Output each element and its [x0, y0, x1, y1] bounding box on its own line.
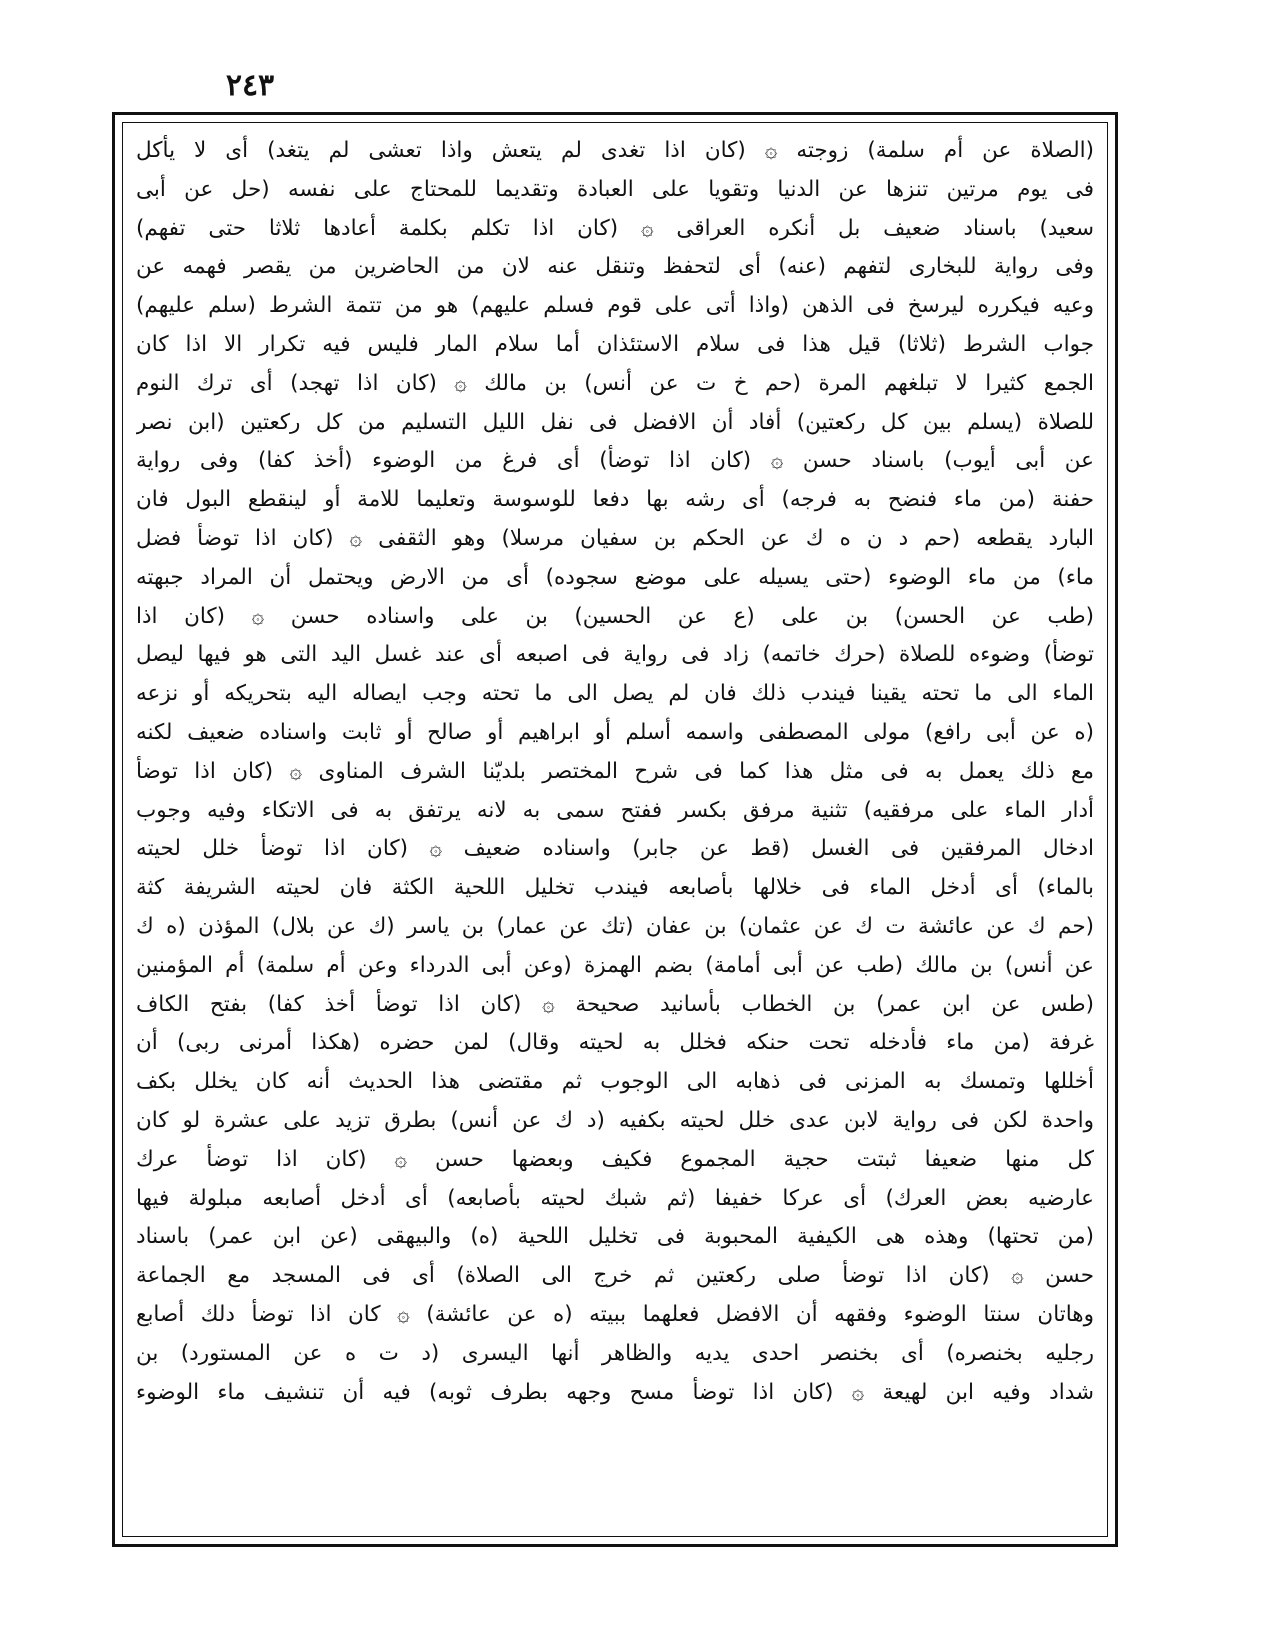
text-line: جواب الشرط (ثلاثا) قيل هذا فى سلام الاستئذان أما سلام المار فليس فيه تكرار الا اذا كان	[136, 331, 1094, 357]
text-line: غرفة (من ماء فأدخله تحت حنكه فخلل به لحيته وقال) لمن حضره (هكذا أمرنى ربى) أن	[136, 1030, 1094, 1056]
text-line: وفى رواية للبخارى لتفهم (عنه) أى لتحفظ وتنقل عنه لان من الحاضرين من يقصر فهمه عن	[136, 254, 1094, 280]
text-line: ماء) من ماء الوضوء (حتى يسيله على موضع سجوده) أى من الارض ويحتمل أن المراد جبهته	[136, 564, 1094, 590]
text-line: عن أنس) بن مالك (طب عن أبى أمامة) بضم الهمزة (وعن أبى الدرداء وعن أم سلمة) أم المؤمنين	[136, 952, 1094, 978]
text-line: (حم ك عن عائشة ت ك عن عثمان) بن عفان (تك عن عمار) بن ياسر (ك عن بلال) المؤذن (ه ك	[136, 913, 1094, 939]
text-line: حفنة (من ماء فنضح به فرجه) أى رشه بها دفعا للوسوسة وتعليما للامة أو لينقطع البول فان	[136, 487, 1094, 513]
text-line: توضأ) وضوءه للصلاة (حرك خاتمه) زاد فى رواية فى اصبعه أى عند غسل اليد التى هو فيها ليصل	[136, 642, 1094, 668]
text-block	[136, 132, 1094, 1527]
text-line: للصلاة (يسلم بين كل ركعتين) أفاد أن الافضل فى نفل الليل التسليم من كل ركعتين (ابن نصر	[136, 409, 1094, 435]
page-number: ٢٤٣	[225, 68, 275, 103]
text-line: واحدة لكن فى رواية لابن عدى خلل لحيته بكفيه (د ك عن أنس) بطرق تزيد على عشرة لو كان	[136, 1107, 1094, 1133]
text-line: كل منها ضعيفا ثبتت حجية المجموع فكيف وبعضها حسن ۞ (كان اذا توضأ عرك	[136, 1146, 1094, 1172]
text-line: (طب عن الحسن) بن على (ع عن الحسين) بن على واسناده حسن ۞ (كان اذا	[136, 603, 1094, 629]
text-line: حسن ۞ (كان اذا توضأ صلى ركعتين ثم خرج الى الصلاة) أى فى المسجد مع الجماعة	[136, 1263, 1094, 1289]
text-line: مع ذلك يعمل به فى مثل هذا كما فى شرح المختصر بلديّنا الشرف المناوى ۞ (كان اذا توضأ	[136, 758, 1094, 784]
text-line: بالماء) أى أدخل الماء فى خلالها بأصابعه فيندب تخليل اللحية الكثة فان لحيته الشريفة كثة	[136, 875, 1094, 901]
text-line: الماء الى ما تحته يقينا فيندب ذلك فان لم يصل الى ما تحته وجب ايصاله اليه بتحريكه أو نزعه	[136, 681, 1094, 707]
text-line: وعيه فيكرره ليرسخ فى الذهن (واذا أتى على قوم فسلم عليهم) هو من تتمة الشرط (سلم عليهم)	[136, 293, 1094, 319]
text-line: أخللها وتمسك به المزنى فى ذهابه الى الوجوب ثم مقتضى هذا الحديث أنه كان يخلل بكف	[136, 1069, 1094, 1095]
text-line: عن أبى أيوب) باسناد حسن ۞ (كان اذا توضأ) أى فرغ من الوضوء (أخذ كفا) وفى رواية	[136, 448, 1094, 474]
text-line: سعيد) باسناد ضعيف بل أنكره العراقى ۞ (كان اذا تكلم بكلمة أعادها ثلاثا حتى تفهم)	[136, 215, 1094, 241]
text-line: شداد وفيه ابن لهيعة ۞ (كان اذا توضأ مسح وجهه بطرف ثوبه) فيه أن تنشيف ماء الوضوء	[136, 1379, 1094, 1405]
text-line: وهاتان سنتا الوضوء وفقهه أن الافضل فعلهما ببيته (ه عن عائشة) ۞ كان اذا توضأ دلك أصابع	[136, 1301, 1094, 1327]
text-line: رجليه بخنصره) أى بخنصر احدى يديه والظاهر أنها اليسرى (د ت ه عن المستورد) بن	[136, 1340, 1094, 1366]
text-line: أدار الماء على مرفقيه) تثنية مرفق بكسر ففتح سمى به لانه يرتفق به فى الاتكاء وفيه وجوب	[136, 797, 1094, 823]
text-line: فى يوم مرتين تنزها عن الدنيا وتقويا على العبادة وتقديما للمحتاج على نفسه (حل عن أبى	[136, 176, 1094, 202]
text-line: (الصلاة عن أم سلمة) زوجته ۞ (كان اذا تغدى لم يتعش واذا تعشى لم يتغد) أى لا يأكل	[136, 138, 1094, 163]
text-line: (من تحتها) وهذه هى الكيفية المحبوبة فى تخليل اللحية (ه) والبيهقى (عن ابن عمر) باسناد	[136, 1224, 1094, 1250]
text-line: ادخال المرفقين فى الغسل (قط عن جابر) واسناده ضعيف ۞ (كان اذا توضأ خلل لحيته	[136, 836, 1094, 862]
text-line: (طس عن ابن عمر) بن الخطاب بأسانيد صحيحة ۞ (كان اذا توضأ أخذ كفا) بفتح الكاف	[136, 991, 1094, 1017]
text-line: البارد يقطعه (حم د ن ه ك عن الحكم بن سفيان مرسلا) وهو الثقفى ۞ (كان اذا توضأ فضل	[136, 525, 1094, 551]
text-line: (ه عن أبى رافع) مولى المصطفى واسمه أسلم أو ابراهيم أو صالح أو ثابت واسناده ضعيف لكنه	[136, 719, 1094, 745]
text-line: الجمع كثيرا لا تبلغهم المرة (حم خ ت عن أنس) بن مالك ۞ (كان اذا تهجد) أى ترك النوم	[136, 370, 1094, 396]
text-line: عارضيه بعض العرك) أى عركا خفيفا (ثم شبك لحيته بأصابعه) أى أدخل أصابعه مبلولة فيها	[136, 1185, 1094, 1211]
